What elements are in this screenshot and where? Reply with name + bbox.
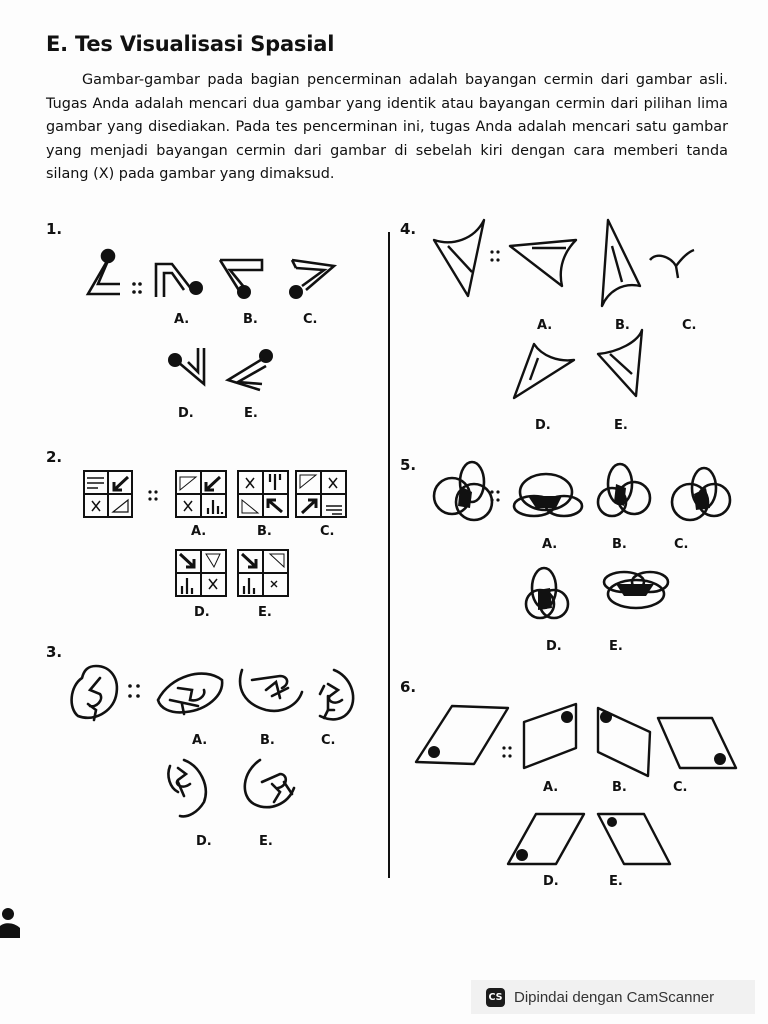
q3-option-b-label: B. bbox=[260, 733, 275, 748]
q5-option-b-label: B. bbox=[612, 537, 627, 552]
question-number-2: 2. bbox=[46, 448, 63, 466]
q5-option-c bbox=[672, 468, 730, 520]
q4-option-d bbox=[514, 344, 574, 398]
q6-option-c bbox=[658, 718, 736, 768]
q4-separator bbox=[490, 250, 499, 261]
q1-option-b-label: B. bbox=[243, 312, 258, 327]
q2-option-e bbox=[238, 550, 288, 596]
q5-option-b bbox=[598, 464, 650, 516]
q1-option-d-label: D. bbox=[178, 406, 194, 421]
q1-option-c-label: C. bbox=[303, 312, 318, 327]
q2-option-b bbox=[238, 471, 288, 517]
q1-figures bbox=[80, 240, 340, 400]
question-number-3: 3. bbox=[46, 643, 63, 661]
q5-source-figure bbox=[434, 462, 492, 520]
q6-option-c-label: C. bbox=[673, 780, 688, 795]
q1-option-e-label: E. bbox=[244, 406, 258, 421]
q1-option-a bbox=[156, 264, 203, 297]
section-title: E. Tes Visualisasi Spasial bbox=[46, 32, 335, 56]
question-number-1: 1. bbox=[46, 220, 63, 238]
q4-option-e bbox=[598, 330, 642, 396]
q1-source-figure bbox=[88, 250, 120, 294]
q1-option-e bbox=[228, 349, 273, 390]
q6-option-a bbox=[524, 704, 576, 768]
q6-option-a-label: A. bbox=[543, 780, 559, 795]
question-number-4: 4. bbox=[400, 220, 417, 238]
q6-option-b bbox=[598, 708, 650, 776]
question-number-6: 6. bbox=[400, 678, 417, 696]
q2-option-d bbox=[176, 550, 226, 596]
q4-option-a bbox=[510, 240, 576, 286]
q6-figures bbox=[412, 700, 742, 870]
q6-option-e bbox=[598, 814, 670, 864]
q6-option-d-label: D. bbox=[543, 874, 559, 889]
q4-option-d-label: D. bbox=[535, 418, 551, 433]
q6-source-figure bbox=[416, 706, 508, 764]
instructions: Gambar-gambar pada bagian pencerminan adalah bayangan cermin dari gambar asli. Tugas Anda adalah mencari dua gambar yang identik atau bayangan cermin dari pilihan lima gambar yang disediakan. Pada tes pencerminan ini, tugas Anda adalah mencari satu gambar yang menjadi bayangan cermin dari gambar di sebelah kiri dengan cara memberi tanda silang (X) pada gambar yang dimaksud. bbox=[46, 72, 728, 183]
q5-option-d-label: D. bbox=[546, 639, 562, 654]
q3-source-figure bbox=[72, 666, 117, 720]
q1-separator bbox=[132, 282, 142, 294]
column-divider bbox=[388, 232, 390, 878]
q3-option-e-label: E. bbox=[259, 834, 273, 849]
q2-option-c-label: C. bbox=[320, 524, 335, 539]
q5-option-c-label: C. bbox=[674, 537, 689, 552]
q1-option-a-label: A. bbox=[174, 312, 190, 327]
q3-option-d bbox=[168, 760, 205, 816]
q3-option-c bbox=[320, 670, 353, 719]
q3-option-a-label: A. bbox=[192, 733, 208, 748]
q4-option-a-label: A. bbox=[537, 318, 553, 333]
q4-option-c-label: C. bbox=[682, 318, 697, 333]
q3-option-b bbox=[240, 670, 302, 711]
q5-option-d bbox=[526, 568, 568, 618]
q4-figures bbox=[426, 212, 726, 412]
q2-option-b-label: B. bbox=[257, 524, 272, 539]
q2-option-e-label: E. bbox=[258, 605, 272, 620]
q4-option-e-label: E. bbox=[614, 418, 628, 433]
q3-option-d-label: D. bbox=[196, 834, 212, 849]
camscanner-logo-icon: CS bbox=[486, 988, 505, 1007]
q3-option-a bbox=[158, 674, 222, 714]
q6-option-d bbox=[508, 814, 584, 864]
q5-option-e bbox=[604, 572, 668, 608]
q1-option-d bbox=[168, 348, 204, 384]
q4-option-b-label: B. bbox=[615, 318, 630, 333]
camscanner-watermark bbox=[471, 980, 755, 1014]
q2-separator bbox=[148, 490, 157, 500]
q2-option-a-label: A. bbox=[191, 524, 207, 539]
q1-option-b bbox=[220, 260, 262, 299]
q3-separator bbox=[128, 684, 140, 698]
q5-option-e-label: E. bbox=[609, 639, 623, 654]
q2-option-d-label: D. bbox=[194, 605, 210, 620]
q5-option-a bbox=[514, 474, 582, 516]
q3-option-e bbox=[245, 760, 294, 807]
q2-option-a bbox=[176, 471, 226, 517]
q6-option-b-label: B. bbox=[612, 780, 627, 795]
q4-source-figure bbox=[434, 220, 484, 296]
q5-option-a-label: A. bbox=[542, 537, 558, 552]
person-icon bbox=[0, 908, 22, 938]
question-number-5: 5. bbox=[400, 456, 417, 474]
q4-option-c bbox=[650, 250, 694, 278]
q2-source-figure bbox=[84, 471, 132, 517]
q6-option-e-label: E. bbox=[609, 874, 623, 889]
watermark-text: Dipindai dengan CamScanner bbox=[514, 988, 715, 1006]
q4-option-b bbox=[602, 220, 640, 306]
q1-option-c bbox=[289, 260, 334, 299]
q2-figures bbox=[80, 468, 360, 600]
q6-separator bbox=[502, 746, 511, 757]
q2-option-c bbox=[296, 471, 346, 517]
q3-option-c-label: C. bbox=[321, 733, 336, 748]
